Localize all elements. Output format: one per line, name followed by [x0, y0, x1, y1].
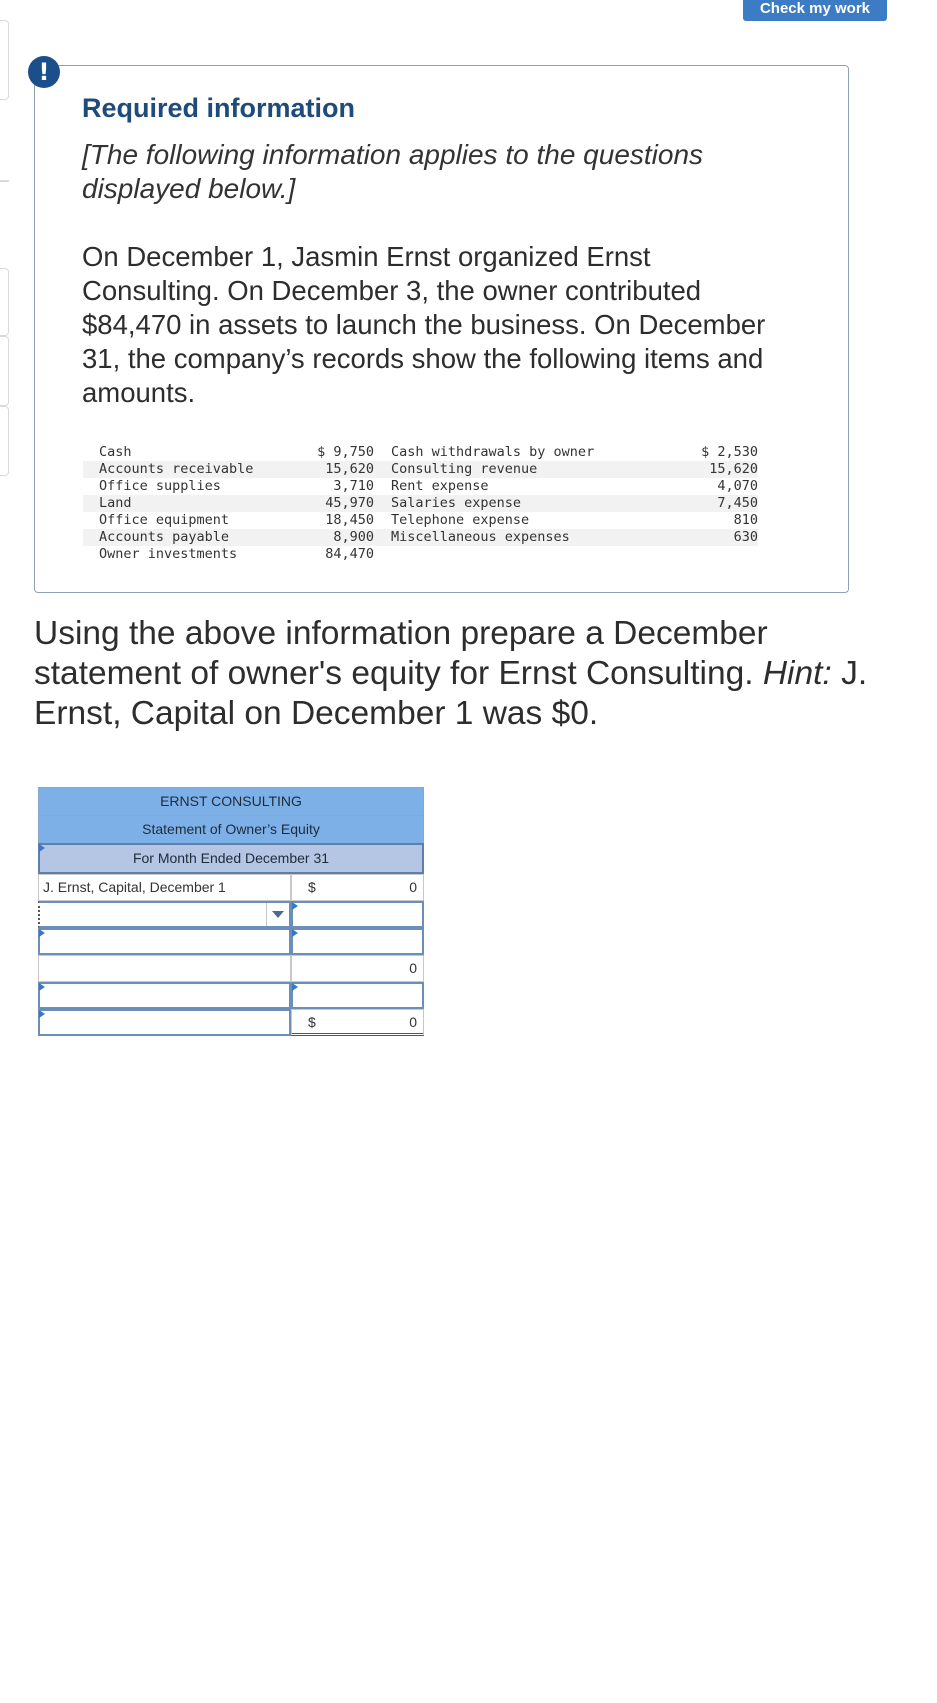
required-information-subtitle: [The following information applies to the questions displayed below.]	[82, 139, 704, 204]
account-amount: 18,450	[325, 512, 374, 528]
table-row	[38, 982, 424, 1009]
account-name: Accounts receivable	[99, 461, 254, 477]
account-amount: 3,710	[333, 478, 374, 494]
account-amount: 8,900	[333, 529, 374, 545]
account-name: Owner investments	[99, 546, 238, 562]
table-row	[38, 955, 424, 982]
capital-end-label-input[interactable]	[38, 1009, 291, 1036]
capital-end-amount-cell	[291, 1009, 424, 1036]
chevron-down-icon	[272, 911, 284, 918]
line-item-dropdown[interactable]	[38, 901, 291, 928]
check-my-work-button[interactable]: Check my work	[743, 0, 887, 21]
line-item-amount-input[interactable]	[291, 928, 424, 955]
table-row	[38, 901, 424, 928]
cell-marker-icon	[292, 902, 298, 910]
statement-company-name: ERNST CONSULTING	[38, 787, 424, 815]
account-amount: 15,620	[325, 461, 374, 477]
side-panel-edge	[0, 406, 9, 476]
capital-start-amount-cell	[291, 874, 424, 901]
account-name: Cash	[99, 444, 132, 460]
account-amount	[661, 546, 758, 563]
table-row	[38, 1009, 424, 1036]
problem-intro-text: On December 1, Jasmin Ernst organized Ernst Consulting. On December 3, the owner contributed $84,470 in assets to launch the business. On December 31, the company’s records show the following items and amounts.	[82, 241, 766, 408]
account-amount: $ 2,530	[701, 444, 758, 460]
account-name: Miscellaneous expenses	[391, 529, 570, 545]
account-name: Office supplies	[99, 478, 221, 494]
side-panel-edge	[0, 336, 9, 406]
alert-icon: !	[28, 56, 60, 88]
cell-marker-icon	[292, 983, 298, 991]
account-amount: 84,470	[325, 546, 374, 562]
account-amount: 7,450	[717, 495, 758, 511]
account-name: Rent expense	[391, 478, 489, 494]
side-divider	[0, 180, 9, 182]
cell-marker-icon	[39, 929, 45, 937]
dollar-sign: $	[308, 879, 316, 895]
account-name: Land	[99, 495, 132, 511]
account-amount: 810	[733, 512, 758, 528]
table-row	[83, 461, 758, 478]
table-row	[83, 444, 758, 461]
account-name: Consulting revenue	[391, 461, 538, 477]
side-panel-edge	[0, 20, 9, 100]
table-row	[83, 478, 758, 495]
account-amount: 15,620	[709, 461, 758, 477]
account-amounts-table	[83, 444, 758, 563]
cell-marker-icon	[39, 1010, 45, 1018]
account-amount: 45,970	[325, 495, 374, 511]
subtotal-amount-cell	[291, 955, 424, 982]
line-item-label-input[interactable]	[38, 928, 291, 955]
capital-end-amount: 0	[409, 1014, 417, 1030]
table-row	[38, 874, 424, 901]
account-name: Accounts payable	[99, 529, 230, 545]
table-row	[83, 546, 758, 563]
account-name	[374, 546, 661, 563]
table-row	[83, 529, 758, 546]
subtotal-label-cell	[38, 955, 291, 982]
subtotal-amount: 0	[409, 960, 417, 976]
line-item-amount-input[interactable]	[291, 901, 424, 928]
required-information-title: Required information	[82, 93, 356, 123]
capital-start-label: J. Ernst, Capital, December 1	[38, 874, 291, 901]
table-row	[38, 928, 424, 955]
account-name: Office equipment	[99, 512, 230, 528]
question-text	[34, 614, 914, 734]
side-panel-edge	[0, 268, 9, 336]
account-name: Telephone expense	[391, 512, 530, 528]
table-row	[83, 512, 758, 529]
dollar-sign: $	[308, 1014, 316, 1030]
cell-marker-icon	[39, 844, 45, 852]
statement-of-owners-equity	[38, 787, 424, 1036]
account-amount: 4,070	[717, 478, 758, 494]
cell-marker-icon	[292, 929, 298, 937]
table-row	[83, 495, 758, 512]
account-amount: 630	[733, 529, 758, 545]
capital-start-amount: 0	[409, 879, 417, 895]
account-amount: $ 9,750	[317, 444, 374, 460]
dropdown-toggle[interactable]	[266, 903, 289, 926]
line-item-amount-input[interactable]	[291, 982, 424, 1009]
statement-period-label: For Month Ended December 31	[132, 850, 330, 866]
hint-label: Hint:	[762, 655, 832, 692]
hint-text: J. Ernst, Capital on December 1 was $0.	[34, 655, 868, 732]
line-item-label-input[interactable]	[38, 982, 291, 1009]
account-name: Salaries expense	[391, 495, 522, 511]
cell-marker-icon	[39, 983, 45, 991]
question-prompt: Using the above information prepare a December statement of owner's equity for Ernst Consulting.	[34, 615, 768, 692]
statement-title: Statement of Owner’s Equity	[38, 815, 424, 843]
account-name: Cash withdrawals by owner	[391, 444, 595, 460]
statement-period	[38, 843, 424, 874]
